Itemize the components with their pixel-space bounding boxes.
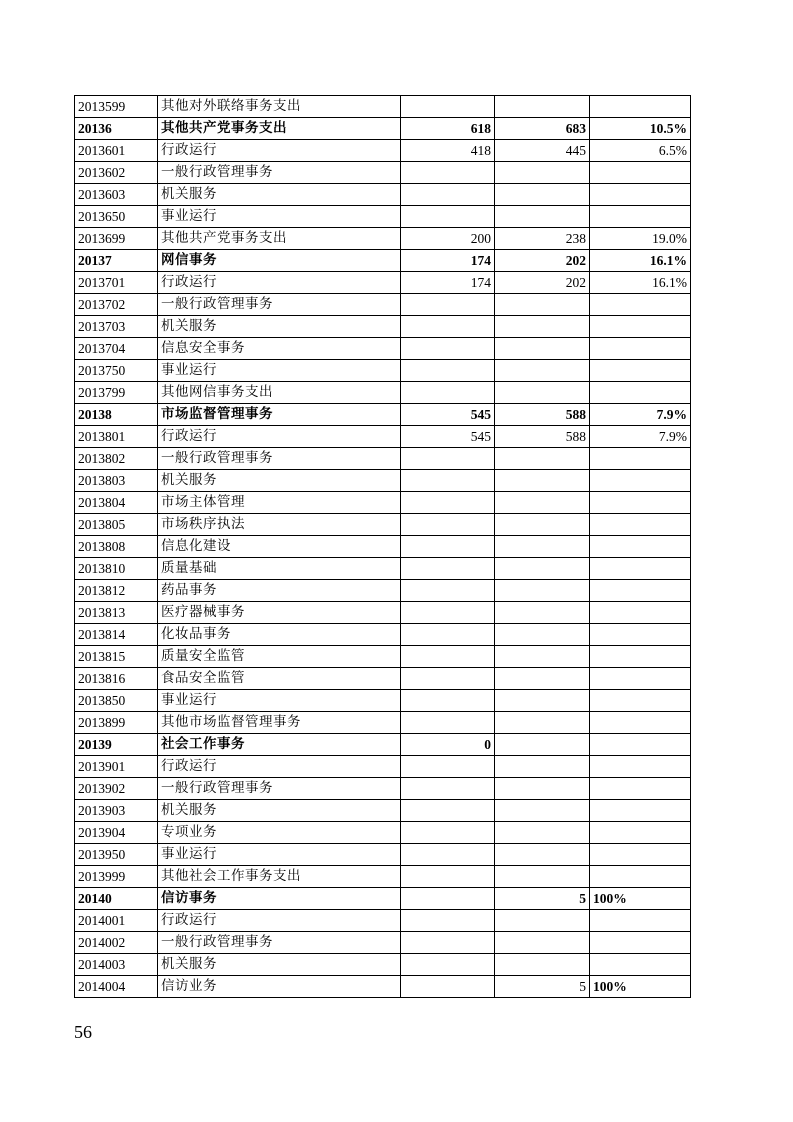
growth-rate-cell (590, 536, 691, 558)
table-row (75, 382, 691, 404)
table-row (75, 822, 691, 844)
name-cell: 行政运行 (158, 910, 401, 932)
code-cell: 2013805 (75, 514, 158, 536)
table-row (75, 96, 691, 118)
code-cell: 2013904 (75, 822, 158, 844)
code-cell: 2013599 (75, 96, 158, 118)
name-cell: 机关服务 (158, 184, 401, 206)
code-cell: 2013801 (75, 426, 158, 448)
value-prev-cell (401, 470, 495, 492)
code-cell: 2013804 (75, 492, 158, 514)
code-cell: 2013799 (75, 382, 158, 404)
name-cell: 事业运行 (158, 844, 401, 866)
value-prev-cell (401, 492, 495, 514)
name-cell: 市场秩序执法 (158, 514, 401, 536)
name-cell: 市场主体管理 (158, 492, 401, 514)
name-cell: 网信事务 (158, 250, 401, 272)
value-curr-cell (495, 712, 590, 734)
name-cell: 专项业务 (158, 822, 401, 844)
name-cell: 事业运行 (158, 360, 401, 382)
value-prev-cell: 174 (401, 272, 495, 294)
code-cell: 2013901 (75, 756, 158, 778)
value-prev-cell (401, 646, 495, 668)
name-cell: 行政运行 (158, 426, 401, 448)
value-prev-cell: 174 (401, 250, 495, 272)
code-cell: 2013603 (75, 184, 158, 206)
growth-rate-cell (590, 470, 691, 492)
growth-rate-cell (590, 580, 691, 602)
table-body (75, 96, 691, 998)
value-prev-cell (401, 184, 495, 206)
name-cell: 一般行政管理事务 (158, 294, 401, 316)
table-row (75, 712, 691, 734)
value-prev-cell: 200 (401, 228, 495, 250)
table-row (75, 316, 691, 338)
value-prev-cell (401, 382, 495, 404)
code-cell: 2013999 (75, 866, 158, 888)
name-cell: 一般行政管理事务 (158, 932, 401, 954)
value-curr-cell (495, 338, 590, 360)
value-curr-cell: 588 (495, 426, 590, 448)
code-cell: 2013699 (75, 228, 158, 250)
growth-rate-cell (590, 778, 691, 800)
table-row (75, 558, 691, 580)
value-curr-cell (495, 646, 590, 668)
growth-rate-cell (590, 844, 691, 866)
growth-rate-cell: 7.9% (590, 404, 691, 426)
table-row (75, 778, 691, 800)
value-curr-cell (495, 734, 590, 756)
value-prev-cell: 418 (401, 140, 495, 162)
name-cell: 其他共产党事务支出 (158, 228, 401, 250)
value-curr-cell (495, 558, 590, 580)
value-curr-cell (495, 184, 590, 206)
value-prev-cell (401, 668, 495, 690)
table-row (75, 118, 691, 140)
growth-rate-cell (590, 360, 691, 382)
table-row (75, 448, 691, 470)
value-prev-cell (401, 800, 495, 822)
value-curr-cell (495, 602, 590, 624)
growth-rate-cell (590, 558, 691, 580)
growth-rate-cell (590, 338, 691, 360)
table-row (75, 954, 691, 976)
growth-rate-cell: 7.9% (590, 426, 691, 448)
value-prev-cell (401, 624, 495, 646)
value-prev-cell (401, 316, 495, 338)
table-row (75, 294, 691, 316)
value-prev-cell (401, 162, 495, 184)
growth-rate-cell (590, 910, 691, 932)
value-curr-cell: 202 (495, 250, 590, 272)
value-prev-cell (401, 360, 495, 382)
value-prev-cell: 0 (401, 734, 495, 756)
value-curr-cell (495, 844, 590, 866)
name-cell: 机关服务 (158, 470, 401, 492)
value-curr-cell: 202 (495, 272, 590, 294)
growth-rate-cell (590, 206, 691, 228)
name-cell: 社会工作事务 (158, 734, 401, 756)
growth-rate-cell (590, 734, 691, 756)
table-row (75, 668, 691, 690)
value-prev-cell (401, 96, 495, 118)
value-curr-cell (495, 514, 590, 536)
table-row (75, 514, 691, 536)
name-cell: 事业运行 (158, 206, 401, 228)
value-curr-cell (495, 448, 590, 470)
value-curr-cell (495, 910, 590, 932)
growth-rate-cell: 10.5% (590, 118, 691, 140)
code-cell: 2014003 (75, 954, 158, 976)
table-row (75, 492, 691, 514)
code-cell: 2013902 (75, 778, 158, 800)
code-cell: 2013704 (75, 338, 158, 360)
name-cell: 医疗器械事务 (158, 602, 401, 624)
growth-rate-cell (590, 382, 691, 404)
growth-rate-cell: 16.1% (590, 250, 691, 272)
value-curr-cell: 5 (495, 888, 590, 910)
value-prev-cell (401, 866, 495, 888)
value-prev-cell (401, 712, 495, 734)
code-cell: 2013808 (75, 536, 158, 558)
table-row (75, 976, 691, 998)
name-cell: 其他共产党事务支出 (158, 118, 401, 140)
table-row (75, 866, 691, 888)
growth-rate-cell (590, 800, 691, 822)
table-row (75, 470, 691, 492)
page-number: 56 (74, 1022, 92, 1042)
value-curr-cell: 445 (495, 140, 590, 162)
name-cell: 行政运行 (158, 272, 401, 294)
value-prev-cell (401, 338, 495, 360)
growth-rate-cell (590, 712, 691, 734)
growth-rate-cell: 16.1% (590, 272, 691, 294)
code-cell: 2013813 (75, 602, 158, 624)
value-curr-cell (495, 360, 590, 382)
name-cell: 一般行政管理事务 (158, 778, 401, 800)
value-curr-cell: 588 (495, 404, 590, 426)
table-row (75, 734, 691, 756)
value-prev-cell (401, 976, 495, 998)
growth-rate-cell (590, 668, 691, 690)
growth-rate-cell (590, 822, 691, 844)
table-row (75, 338, 691, 360)
code-cell: 20140 (75, 888, 158, 910)
table-row (75, 800, 691, 822)
name-cell: 质量安全监管 (158, 646, 401, 668)
value-curr-cell (495, 492, 590, 514)
value-curr-cell (495, 382, 590, 404)
name-cell: 食品安全监管 (158, 668, 401, 690)
value-curr-cell (495, 316, 590, 338)
value-prev-cell (401, 778, 495, 800)
code-cell: 2013815 (75, 646, 158, 668)
value-curr-cell: 5 (495, 976, 590, 998)
name-cell: 信息化建设 (158, 536, 401, 558)
name-cell: 机关服务 (158, 800, 401, 822)
code-cell: 20139 (75, 734, 158, 756)
name-cell: 信息安全事务 (158, 338, 401, 360)
growth-rate-cell (590, 514, 691, 536)
growth-rate-cell (590, 294, 691, 316)
name-cell: 其他社会工作事务支出 (158, 866, 401, 888)
table-row (75, 602, 691, 624)
value-prev-cell (401, 822, 495, 844)
value-prev-cell (401, 932, 495, 954)
growth-rate-cell (590, 316, 691, 338)
code-cell: 2013950 (75, 844, 158, 866)
table-row (75, 536, 691, 558)
table-row (75, 844, 691, 866)
value-prev-cell (401, 558, 495, 580)
growth-rate-cell (590, 184, 691, 206)
name-cell: 其他市场监督管理事务 (158, 712, 401, 734)
value-prev-cell (401, 910, 495, 932)
value-prev-cell (401, 844, 495, 866)
budget-table (74, 95, 691, 998)
value-prev-cell (401, 888, 495, 910)
growth-rate-cell (590, 932, 691, 954)
table-row (75, 580, 691, 602)
value-curr-cell: 238 (495, 228, 590, 250)
value-curr-cell (495, 162, 590, 184)
name-cell: 一般行政管理事务 (158, 448, 401, 470)
value-curr-cell (495, 800, 590, 822)
table-row (75, 690, 691, 712)
code-cell: 2014001 (75, 910, 158, 932)
code-cell: 2013702 (75, 294, 158, 316)
value-curr-cell (495, 470, 590, 492)
table-row (75, 910, 691, 932)
value-prev-cell (401, 690, 495, 712)
name-cell: 化妆品事务 (158, 624, 401, 646)
code-cell: 2013602 (75, 162, 158, 184)
value-prev-cell (401, 294, 495, 316)
code-cell: 2013812 (75, 580, 158, 602)
name-cell: 行政运行 (158, 140, 401, 162)
name-cell: 一般行政管理事务 (158, 162, 401, 184)
code-cell: 2013701 (75, 272, 158, 294)
table-row (75, 228, 691, 250)
code-cell: 20136 (75, 118, 158, 140)
growth-rate-cell (590, 492, 691, 514)
code-cell: 2013650 (75, 206, 158, 228)
name-cell: 行政运行 (158, 756, 401, 778)
name-cell: 其他对外联络事务支出 (158, 96, 401, 118)
growth-rate-cell (590, 690, 691, 712)
value-prev-cell (401, 536, 495, 558)
growth-rate-cell (590, 162, 691, 184)
name-cell: 信访事务 (158, 888, 401, 910)
table-row (75, 932, 691, 954)
name-cell: 事业运行 (158, 690, 401, 712)
code-cell: 2013810 (75, 558, 158, 580)
code-cell: 2013703 (75, 316, 158, 338)
name-cell: 机关服务 (158, 316, 401, 338)
growth-rate-cell (590, 954, 691, 976)
table-row (75, 360, 691, 382)
growth-rate-cell (590, 646, 691, 668)
name-cell: 药品事务 (158, 580, 401, 602)
value-prev-cell (401, 580, 495, 602)
growth-rate-cell (590, 448, 691, 470)
table-row (75, 184, 691, 206)
value-prev-cell (401, 448, 495, 470)
code-cell: 2014004 (75, 976, 158, 998)
name-cell: 市场监督管理事务 (158, 404, 401, 426)
code-cell: 2013850 (75, 690, 158, 712)
value-curr-cell (495, 822, 590, 844)
code-cell: 2014002 (75, 932, 158, 954)
growth-rate-cell (590, 96, 691, 118)
value-prev-cell: 618 (401, 118, 495, 140)
growth-rate-cell (590, 624, 691, 646)
table-row (75, 404, 691, 426)
table-row (75, 272, 691, 294)
value-prev-cell (401, 954, 495, 976)
value-prev-cell: 545 (401, 404, 495, 426)
code-cell: 2013899 (75, 712, 158, 734)
code-cell: 2013816 (75, 668, 158, 690)
name-cell: 信访业务 (158, 976, 401, 998)
name-cell: 机关服务 (158, 954, 401, 976)
value-curr-cell (495, 756, 590, 778)
code-cell: 2013601 (75, 140, 158, 162)
name-cell: 其他网信事务支出 (158, 382, 401, 404)
value-curr-cell (495, 954, 590, 976)
value-curr-cell (495, 580, 590, 602)
value-prev-cell (401, 602, 495, 624)
value-curr-cell (495, 778, 590, 800)
code-cell: 2013814 (75, 624, 158, 646)
value-prev-cell (401, 756, 495, 778)
value-curr-cell (495, 866, 590, 888)
value-curr-cell (495, 624, 590, 646)
value-prev-cell: 545 (401, 426, 495, 448)
value-curr-cell (495, 668, 590, 690)
value-curr-cell (495, 96, 590, 118)
table-row (75, 756, 691, 778)
value-curr-cell (495, 206, 590, 228)
code-cell: 20137 (75, 250, 158, 272)
code-cell: 2013903 (75, 800, 158, 822)
code-cell: 20138 (75, 404, 158, 426)
table-row (75, 426, 691, 448)
table-row (75, 624, 691, 646)
table-row (75, 162, 691, 184)
table-row (75, 888, 691, 910)
growth-rate-cell (590, 866, 691, 888)
name-cell: 质量基础 (158, 558, 401, 580)
growth-rate-cell (590, 602, 691, 624)
growth-rate-cell (590, 756, 691, 778)
value-curr-cell: 683 (495, 118, 590, 140)
growth-rate-cell: 100% (590, 888, 691, 910)
code-cell: 2013803 (75, 470, 158, 492)
table-row (75, 206, 691, 228)
value-curr-cell (495, 294, 590, 316)
table-row (75, 250, 691, 272)
code-cell: 2013802 (75, 448, 158, 470)
value-curr-cell (495, 932, 590, 954)
growth-rate-cell: 19.0% (590, 228, 691, 250)
value-curr-cell (495, 536, 590, 558)
code-cell: 2013750 (75, 360, 158, 382)
growth-rate-cell: 6.5% (590, 140, 691, 162)
growth-rate-cell: 100% (590, 976, 691, 998)
table-row (75, 646, 691, 668)
table-row (75, 140, 691, 162)
value-curr-cell (495, 690, 590, 712)
value-prev-cell (401, 514, 495, 536)
value-prev-cell (401, 206, 495, 228)
